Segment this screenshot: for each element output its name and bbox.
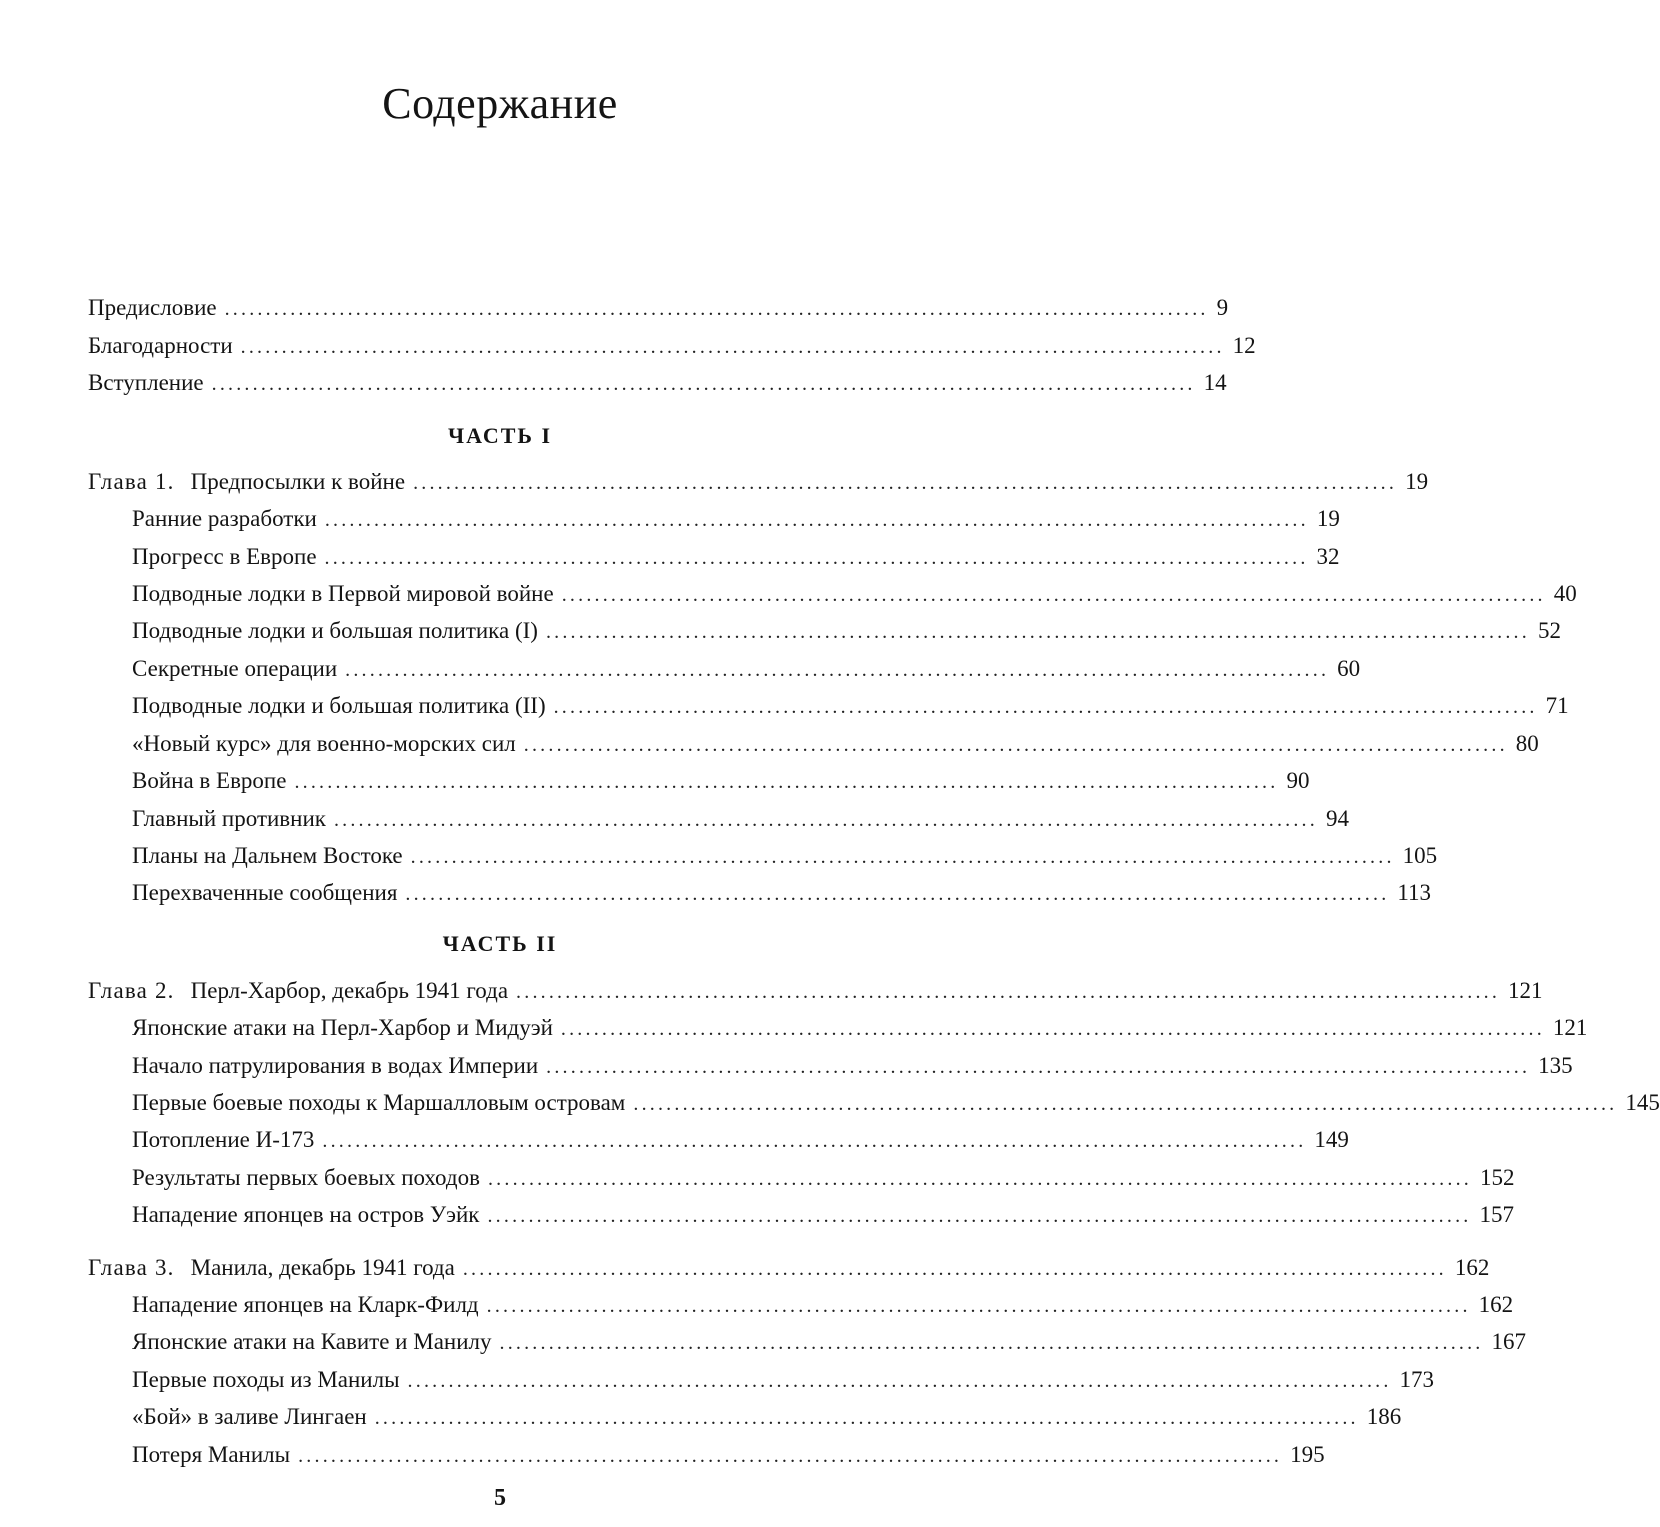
section-page: 71 bbox=[1545, 693, 1569, 718]
section-title: Потопление И-173 bbox=[132, 1127, 315, 1152]
page-number: 5 bbox=[494, 1485, 506, 1511]
section-title: Перехваченные сообщения bbox=[132, 880, 398, 905]
section-page: 105 bbox=[1402, 843, 1438, 868]
section-title: Подводные лодки и большая политика (I) bbox=[132, 618, 538, 643]
toc-entry-preface bbox=[88, 289, 1229, 326]
chapter-page: 162 bbox=[1454, 1255, 1490, 1280]
toc-section bbox=[132, 1196, 1514, 1233]
section-title: Подводные лодки в Первой мировой войне bbox=[132, 581, 554, 606]
dot-leader: ........................................................................................................................ bbox=[211, 373, 1196, 395]
section-title: Секретные операции bbox=[132, 656, 338, 681]
section-title: Ранние разработки bbox=[132, 506, 317, 531]
dot-leader: ........................................................................................................................ bbox=[560, 1018, 1545, 1040]
section-page: 167 bbox=[1491, 1329, 1526, 1354]
toc-section bbox=[132, 575, 1577, 612]
toc-section bbox=[132, 1121, 1349, 1158]
section-title: Потеря Манилы bbox=[132, 1442, 291, 1467]
section-page: 121 bbox=[1552, 1015, 1588, 1040]
chapter-label: Глава 1. bbox=[88, 469, 175, 494]
dot-leader: ........................................................................................................................ bbox=[333, 809, 1318, 831]
section-page: 80 bbox=[1515, 731, 1539, 756]
toc-section bbox=[132, 1009, 1588, 1046]
section-page: 52 bbox=[1537, 618, 1561, 643]
dot-leader: ........................................................................................................................ bbox=[324, 547, 1309, 569]
toc-section bbox=[132, 500, 1340, 537]
dot-leader: ........................................................................................................................ bbox=[294, 771, 1279, 793]
toc-entry-acknowledgements bbox=[88, 327, 1256, 364]
dot-leader: ........................................................................................................................ bbox=[413, 472, 1398, 494]
chapter-title: Перл-Харбор, декабрь 1941 года bbox=[190, 978, 509, 1003]
dot-leader: ........................................................................................................................ bbox=[633, 1093, 1618, 1115]
dot-leader: ........................................................................................................................ bbox=[298, 1445, 1283, 1467]
section-page: 90 bbox=[1286, 768, 1310, 793]
dot-leader: ........................................................................................................................ bbox=[345, 659, 1330, 681]
toc-chapter-3 bbox=[88, 1249, 1490, 1286]
toc-entry-title: Предисловие bbox=[88, 295, 217, 320]
chapter-label: Глава 3. bbox=[88, 1255, 175, 1280]
dot-leader: ........................................................................................................................ bbox=[561, 584, 1546, 606]
section-page: 162 bbox=[1478, 1292, 1514, 1317]
dot-leader: ........................................................................................................................ bbox=[407, 1370, 1392, 1392]
toc-section bbox=[132, 612, 1561, 649]
toc-section bbox=[132, 687, 1569, 724]
section-page: 186 bbox=[1366, 1404, 1402, 1429]
toc-section bbox=[132, 1398, 1402, 1435]
chapter-page: 121 bbox=[1508, 978, 1543, 1003]
toc-section bbox=[132, 650, 1361, 687]
section-page: 40 bbox=[1553, 581, 1577, 606]
chapter-page: 19 bbox=[1405, 469, 1429, 494]
toc-entry-page: 9 bbox=[1216, 295, 1229, 320]
dot-leader: ........................................................................................................................ bbox=[410, 846, 1395, 868]
toc-section bbox=[132, 874, 1432, 911]
section-title: Подводные лодки и большая политика (II) bbox=[132, 693, 546, 718]
section-title: Нападение японцев на остров Уэйк bbox=[132, 1202, 480, 1227]
chapter-title: Манила, декабрь 1941 года bbox=[190, 1255, 455, 1280]
toc-section bbox=[132, 1159, 1515, 1196]
dot-leader: ........................................................................................................................ bbox=[224, 298, 1209, 320]
toc-section bbox=[132, 725, 1539, 762]
dot-leader: ........................................................................................................................ bbox=[374, 1407, 1359, 1429]
toc-section bbox=[132, 538, 1340, 575]
dot-leader: ........................................................................................................................ bbox=[499, 1332, 1484, 1354]
section-title: Прогресс в Европе bbox=[132, 544, 317, 569]
section-title: Японские атаки на Кавите и Манилу bbox=[132, 1329, 492, 1354]
dot-leader: ........................................................................................................................ bbox=[516, 981, 1501, 1003]
dot-leader: ........................................................................................................................ bbox=[322, 1130, 1307, 1152]
toc-entry-page: 12 bbox=[1232, 333, 1256, 358]
dot-leader: ........................................................................................................................ bbox=[545, 621, 1530, 643]
toc-entry-introduction bbox=[88, 364, 1227, 401]
part-heading: ЧАСТЬ I bbox=[447, 423, 553, 448]
section-page: 135 bbox=[1538, 1053, 1573, 1078]
section-title: «Новый курс» для военно-морских сил bbox=[132, 731, 516, 756]
toc-section bbox=[132, 1286, 1514, 1323]
section-page: 113 bbox=[1397, 880, 1432, 905]
toc-section bbox=[132, 800, 1349, 837]
section-title: «Бой» в заливе Лингаен bbox=[132, 1404, 367, 1429]
chapter-title: Предпосылки к войне bbox=[190, 469, 406, 494]
section-title: Первые боевые походы к Маршалловым островам bbox=[132, 1090, 626, 1115]
toc-section bbox=[132, 1323, 1526, 1360]
toc-section bbox=[132, 1084, 1660, 1121]
section-page: 152 bbox=[1479, 1165, 1515, 1190]
dot-leader: ........................................................................................................................ bbox=[487, 1205, 1472, 1227]
dot-leader: ........................................................................................................................ bbox=[405, 883, 1390, 905]
toc-entry-title: Вступление bbox=[88, 370, 204, 395]
dot-leader: ........................................................................................................................ bbox=[324, 509, 1309, 531]
toc-section bbox=[132, 1047, 1573, 1084]
section-title: Первые походы из Манилы bbox=[132, 1367, 400, 1392]
section-title: Результаты первых боевых походов bbox=[132, 1165, 480, 1190]
page-title: Содержание bbox=[382, 79, 618, 128]
toc-section bbox=[132, 1436, 1325, 1473]
section-page: 94 bbox=[1325, 806, 1349, 831]
section-page: 195 bbox=[1290, 1442, 1325, 1467]
toc-entry-page: 14 bbox=[1203, 370, 1227, 395]
dot-leader: ........................................................................................................................ bbox=[523, 734, 1508, 756]
section-page: 60 bbox=[1337, 656, 1361, 681]
section-page: 157 bbox=[1479, 1202, 1514, 1227]
section-title: Нападение японцев на Кларк-Филд bbox=[132, 1292, 479, 1317]
chapter-label: Глава 2. bbox=[88, 978, 175, 1003]
toc-section bbox=[132, 1361, 1435, 1398]
section-page: 149 bbox=[1314, 1127, 1349, 1152]
section-page: 19 bbox=[1316, 506, 1340, 531]
toc-chapter-2 bbox=[88, 972, 1543, 1009]
section-title: Японские атаки на Перл-Харбор и Мидуэй bbox=[132, 1015, 553, 1040]
dot-leader: ........................................................................................................................ bbox=[486, 1295, 1471, 1317]
dot-leader: ........................................................................................................................ bbox=[487, 1168, 1472, 1190]
section-page: 173 bbox=[1399, 1367, 1435, 1392]
toc-chapter-1 bbox=[88, 463, 1429, 500]
dot-leader: ........................................................................................................................ bbox=[553, 696, 1538, 718]
section-title: Война в Европе bbox=[132, 768, 287, 793]
part-heading: ЧАСТЬ II bbox=[442, 931, 558, 956]
toc-section bbox=[132, 837, 1438, 874]
dot-leader: ........................................................................................................................ bbox=[462, 1258, 1447, 1280]
section-page: 32 bbox=[1316, 544, 1340, 569]
dot-leader: ........................................................................................................................ bbox=[240, 336, 1225, 358]
section-title: Планы на Дальнем Востоке bbox=[132, 843, 403, 868]
dot-leader: ........................................................................................................................ bbox=[546, 1056, 1531, 1078]
toc-entry-title: Благодарности bbox=[88, 333, 233, 358]
section-title: Начало патрулирования в водах Империи bbox=[132, 1053, 539, 1078]
toc-section bbox=[132, 762, 1310, 799]
section-page: 145 bbox=[1625, 1090, 1660, 1115]
section-title: Главный противник bbox=[132, 806, 326, 831]
